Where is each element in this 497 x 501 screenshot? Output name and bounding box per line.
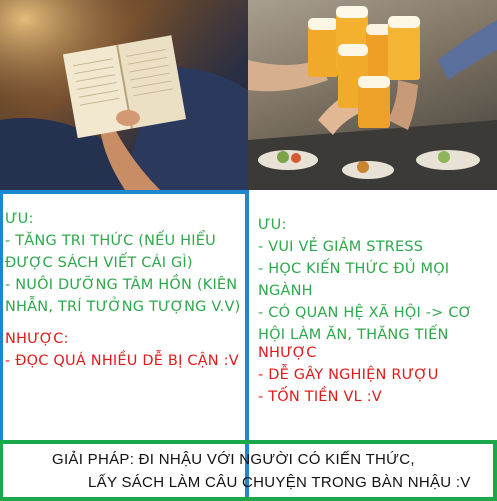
left-panel-left-border — [0, 190, 3, 445]
cons-item: - TỐN TIỀN VL :V — [258, 389, 382, 405]
pros-item: - CÓ QUAN HỆ XÃ HỘI -> CƠ — [258, 305, 473, 321]
reading-photo — [0, 0, 248, 190]
cons-item: - ĐỌC QUÁ NHIỀU DỄ BỊ CẬN :V — [5, 353, 239, 369]
pros-item: NHẪN, TRÍ TƯỞNG TƯỢNG V.V) — [5, 299, 241, 315]
pros-item: ĐƯỢC SÁCH VIẾT CÁI GÌ) — [5, 255, 193, 271]
pros-heading: ƯU: — [5, 211, 34, 227]
pros-item: - TĂNG TRI THỨC (NẾU HIỂU — [5, 233, 216, 249]
pros-heading: ƯU: — [258, 217, 287, 233]
reading-photo-illustration — [0, 0, 248, 190]
solution-top-border — [0, 440, 497, 444]
pros-item: - VUI VẺ GIẢM STRESS — [258, 239, 424, 255]
reading-pros-cons — [5, 208, 245, 372]
pros-item: - HỌC KIẾN THỨC ĐỦ MỌI — [258, 261, 450, 277]
solution-line-2: LẤY SÁCH LÀM CÂU CHUYỆN TRONG BÀN NHẬU :V — [88, 474, 471, 491]
cons-heading: NHƯỢC — [258, 345, 317, 361]
pros-item: HỘI LÀM ĂN, THĂNG TIẾN — [258, 327, 449, 343]
beer-photo-illustration — [248, 0, 497, 190]
left-panel-top-border — [0, 190, 248, 194]
solution-box — [0, 448, 497, 498]
beer-photo — [248, 0, 497, 190]
pros-item: NGÀNH — [258, 283, 313, 299]
cons-item: - DỄ GÂY NGHIỆN RƯỢU — [258, 367, 439, 383]
solution-line-1: GIẢI PHÁP: ĐI NHẬU VỚI NGƯỜI CÓ KIẾN THỨC, — [52, 451, 415, 468]
cons-heading: NHƯỢC: — [5, 331, 69, 347]
drinking-pros-cons — [258, 214, 494, 408]
pros-item: - NUÔI DƯỠNG TÂM HỒN (KIÊN — [5, 277, 238, 293]
